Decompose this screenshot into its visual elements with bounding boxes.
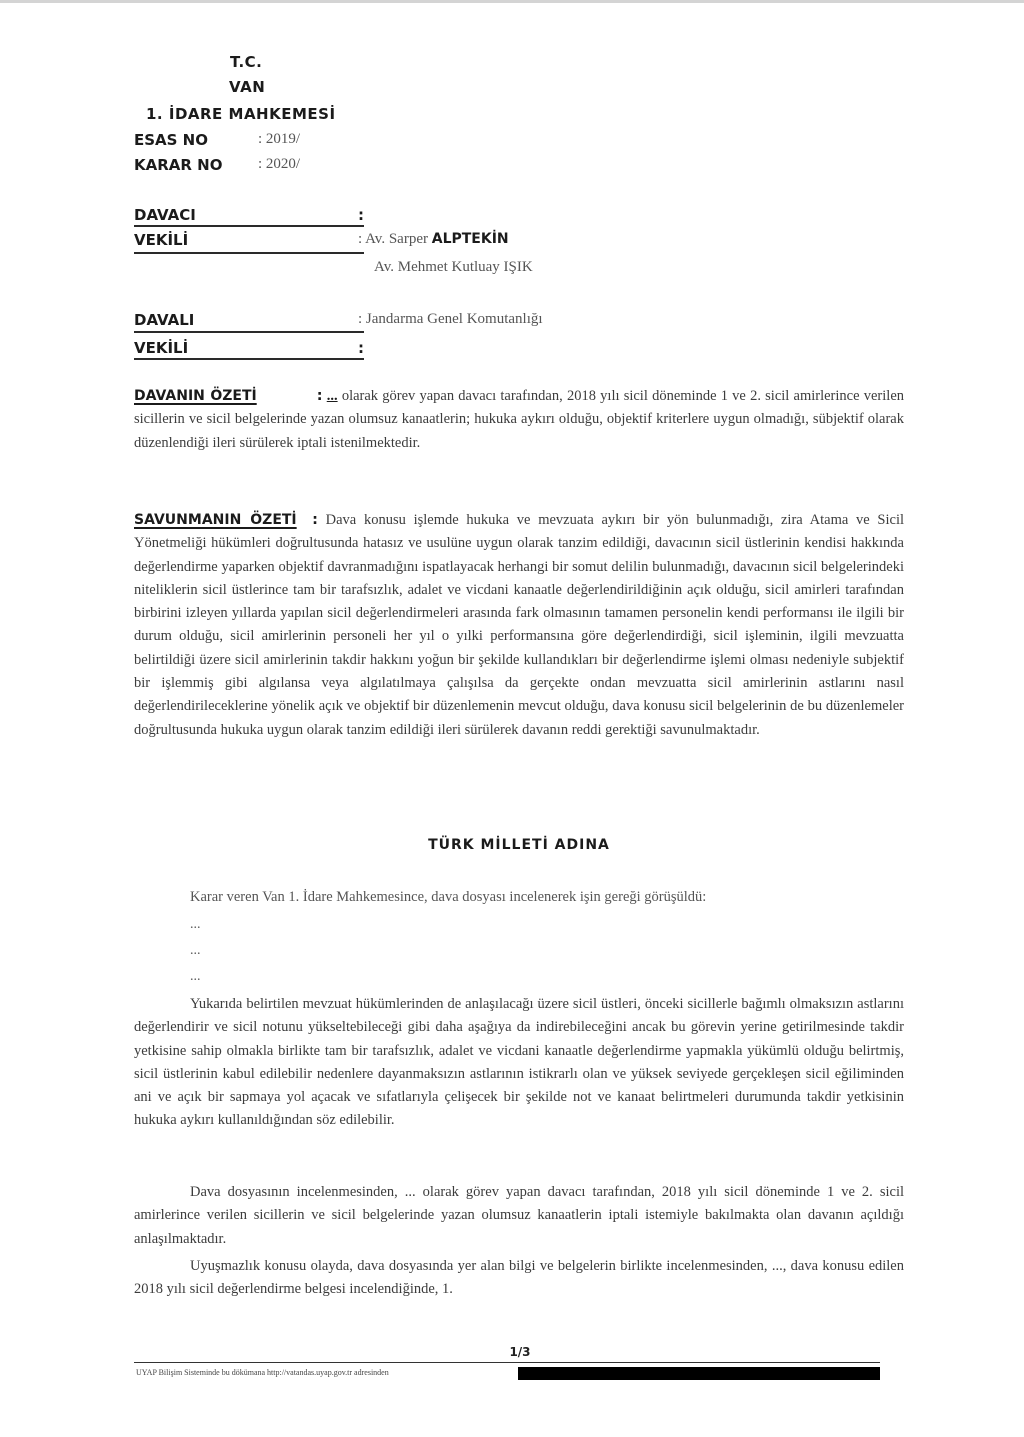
davali-vekili-colon: : xyxy=(358,339,364,357)
ellipsis-1: ... xyxy=(190,917,201,932)
davaci-underline xyxy=(134,225,364,227)
esas-no-value: : 2019/ xyxy=(258,131,301,147)
top-border xyxy=(0,0,1024,3)
esas-no-label: ESAS NO xyxy=(134,131,208,149)
karar-no-label: KARAR NO xyxy=(134,156,223,174)
davanin-ozeti-paragraph xyxy=(134,385,904,455)
ellipsis-2: ... xyxy=(190,943,201,958)
intro-line: Karar veren Van 1. İdare Mahkemesince, dava dosyası incelenerek işin gereği görüşüldü: xyxy=(190,889,707,905)
country-heading: T.C. xyxy=(230,53,263,71)
davali-vekili-label: VEKİLİ xyxy=(134,339,189,357)
davaci-vekili-prefix: : Av. Sarper xyxy=(358,231,432,247)
davanin-ozeti-label: DAVANIN ÖZETİ xyxy=(134,388,257,404)
davali-label: DAVALI xyxy=(134,311,195,329)
davaci-vekili-underline xyxy=(134,252,364,254)
davaci-vekili-line1 xyxy=(358,231,509,248)
redaction-bar xyxy=(518,1367,880,1380)
body-paragraph-3: Uyuşmazlık konusu olayda, dava dosyasında yer alan bilgi ve belgelerin birlikte incelenmesinden, ..., dava konusu edilen 2018 yılı sicil değerlendirme belgesi incelendiğinde, 1. xyxy=(134,1258,904,1298)
savunmanin-ozeti-label: SAVUNMANIN ÖZETİ xyxy=(134,512,297,528)
davali-underline xyxy=(134,331,364,333)
savunmanin-ozeti-paragraph xyxy=(134,509,904,742)
footer-note: UYAP Bilişim Sisteminde bu dökümana http://vatandas.uyap.gov.tr adresinden xyxy=(136,1368,389,1377)
davaci-colon: : xyxy=(358,206,364,224)
ellipsis-3: ... xyxy=(190,969,201,984)
savunmanin-ozeti-colon: : xyxy=(312,512,318,528)
karar-no-value: : 2020/ xyxy=(258,156,301,172)
davali-value: : Jandarma Genel Komutanlığı xyxy=(358,311,543,327)
city-heading: VAN xyxy=(229,78,266,96)
davaci-vekili-line2: Av. Mehmet Kutluay IŞIK xyxy=(374,259,533,275)
footer-rule xyxy=(134,1362,880,1363)
davanin-ozeti-colon: : xyxy=(316,388,323,404)
body-paragraph-2: Dava dosyasının incelenmesinden, ... olarak görev yapan davacı tarafından, 2018 yılı sicil döneminde 1 ve 2. sicil amirlerince verilen sicillerin ve sicil belgelerinde yazan olumsuz kanaatlerin iptali istemiyle bakılmakta olan davanın açıldığı anlaşılmaktadır. xyxy=(134,1184,904,1247)
davaci-vekili-surname: ALPTEKİN xyxy=(431,231,509,247)
davanin-ozeti-text: olarak görev yapan davacı tarafından, 2018 yılı sicil döneminde 1 ve 2. sicil amirlerince verilen sicillerin ve sicil belgelerinde yazan olumsuz kanaatlerin; hukuka aykırı olduğu, objektif kriterlere uygun olmadığı, sübjektif olarak düzenlendiği ileri sürülerek iptali istenilmektedir. xyxy=(134,388,904,451)
body-paragraph-1: Yukarıda belirtilen mevzuat hükümlerinden de anlaşılacağı üzere sicil üstleri, önceki sicillerle bağımlı olmaksızın astlarını değerlendirir ve sicil notunu yükseltebileceği gibi daha aşağıya da indirebileceğini ancak bu görevin yerine getirilmesinde takdir yetkisine sahip olmakla birlikte tam bir tarafsızlık, adalet ve vicdani kanaatle değerlendirme yapmakla yükümlü olduğu belirtmiş, sicil üstlerinin kabul edilebilir nedenlere dayanmaksızın astlarının istikrarlı olan ve yüksek seviyede gerçekleşen sicil eğiliminden ani ve açık bir sapmaya yol açacak ve sıfatlarıyla çelişecek bir şekilde not ve kanaat belirtmeleri durumunda takdir yetkisinin hukuka aykırı kullanıldığından söz edilebilir. xyxy=(134,996,904,1129)
davaci-label: DAVACI xyxy=(134,206,196,224)
davanin-ozeti-dots: ... xyxy=(326,388,338,404)
turk-milleti-adina-heading: TÜRK MİLLETİ ADINA xyxy=(428,837,610,853)
davaci-vekili-label: VEKİLİ xyxy=(134,231,189,249)
page-number: 1/3 xyxy=(509,1345,531,1359)
court-heading: 1. İDARE MAHKEMESİ xyxy=(146,105,336,123)
davali-vekili-underline xyxy=(134,358,364,360)
savunmanin-ozeti-text: Dava konusu işlemde hukuka ve mevzuata aykırı bir yön bulunmadığı, zira Atama ve Sicil Yönetmeliği hükümleri doğrultusunda hatasız ve usulüne uygun olarak tanzim edildiği, davacının sicil üstlerinin kendisi hakkında değerlendirme yaparken objektif davranmadığını ispatlayacak herhangi bir somut delilin bulunmadığı, davacının sicil belgelerindeki niteliklerin sicil üstlerince tam bir tarafsızlık, adalet ve vicdani kanaatle değerlendirildiğinin açık olduğu, sicil amirleri tarafından birbirini izleyen yıllarda yapılan sicil değerlendirmeleri arasında fark olmasının tamamen personelin kendi performansı ile ilgili bir durum olduğu, sicil amirlerinin personeli her yıl o yılki performansına göre değerlendirdiği, sicil işleminin, ilgili mevzuatta belirtildiği üzere sicil amirlerinin takdir hakkını yoğun bir şekilde kullandıkları bir değerlendirme işlemi olması nedeniyle subjektif bir işlemmiş gibi algılansa veya algılatılmaya çalışılsa da gerçekte ondan mevzuatta sicil amirlerinin astlarını nasıl değerlendirileceklerine yönelik açık ve objektif bir düzenlemenin mevcut olduğu, dava konusu sicil belgelerinin de bu düzenlemeler doğrultusunda hukuka uygun olarak tanzim edildiği ileri sürülerek davanın reddi gerektiği savunulmaktadır. xyxy=(134,512,905,738)
